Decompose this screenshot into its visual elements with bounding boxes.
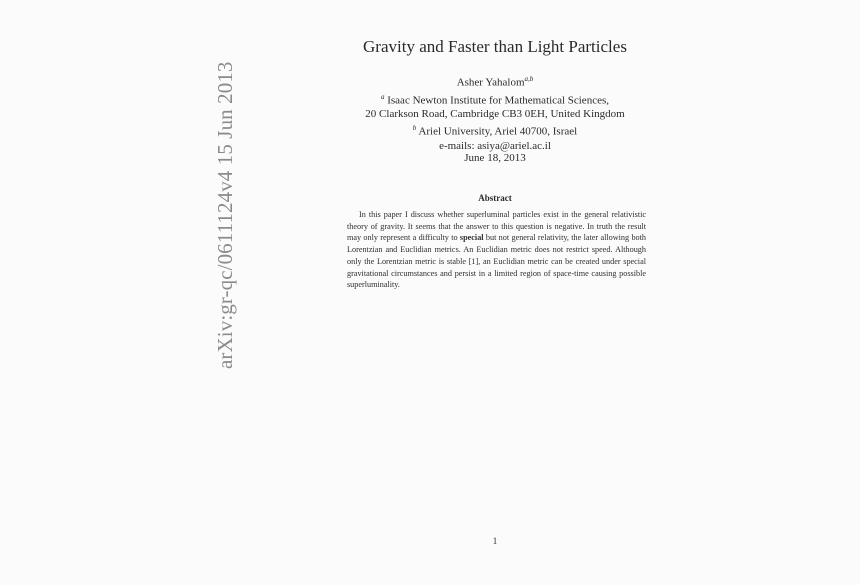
affiliation-line <box>320 107 670 121</box>
author-line <box>320 72 670 90</box>
abstract-text-part: but not general relativity, the later allowing both Lorentzian and Euclidian metrics. An Euclidian metric does not restrict speed. Although only the Lorentzian metric is stable [1], an Euclidian metric can be created under special gravitational circumstances and persist in a limited region of space-time causing possible superluminality. <box>347 233 646 290</box>
arxiv-identifier-stamp <box>211 61 239 369</box>
affiliation-line <box>320 90 670 108</box>
affiliation-text: Isaac Newton Institute for Mathematical Sciences, <box>387 94 609 107</box>
abstract-bold-word: special <box>459 233 484 243</box>
author-superscript: a,b <box>524 75 534 83</box>
paper-title: Gravity and Faster than Light Particles <box>363 37 627 56</box>
abstract-heading: Abstract <box>478 193 512 203</box>
email-line: e-mails: asiya@ariel.ac.il <box>439 139 551 152</box>
author-name: Asher Yahalom <box>456 76 525 89</box>
paper-date: June 18, 2013 <box>464 152 526 164</box>
page-number: 1 <box>492 536 498 546</box>
arxiv-identifier-text: arXiv:gr-qc/0611124v4 15 Jun 2013 <box>213 61 237 369</box>
affiliation-superscript: a <box>380 92 385 101</box>
affiliation-text: Ariel University, Ariel 40700, Israel <box>418 125 578 138</box>
affiliation-superscript: b <box>412 124 417 133</box>
affiliation-text: 20 Clarkson Road, Cambridge CB3 0EH, United Kingdom <box>365 108 625 121</box>
affiliation-line <box>320 121 670 139</box>
abstract-text-part: In this paper I discuss whether superluminal particles exist in the general relativistic theory of gravity. It seems that the answer to this question is negative. In truth the result may only represent a difficulty to <box>347 210 646 243</box>
abstract-body <box>347 209 646 291</box>
author-block <box>320 72 670 153</box>
